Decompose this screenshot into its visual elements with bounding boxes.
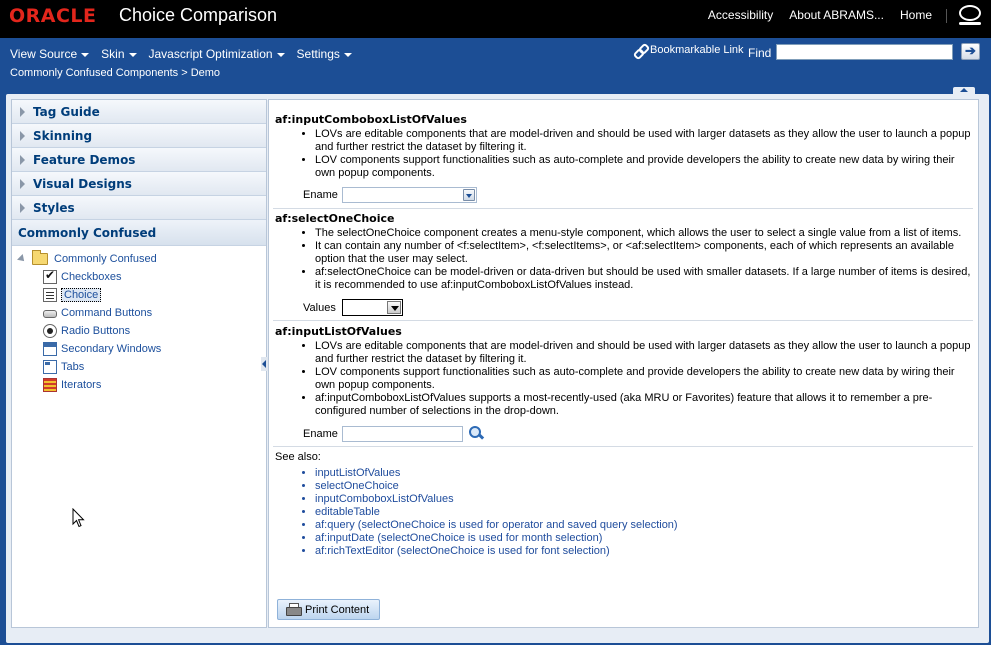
accordion-tag-guide-label: Tag Guide [33, 104, 100, 119]
bullet-item: • LOV components support functionalities such as auto-complete and provide developers the ability to create new data by wiring their own popup components. [315, 154, 973, 180]
see-also-link[interactable]: af:inputDate (selectOneChoice is used for month selection) [315, 532, 603, 544]
values-label: Values [303, 301, 336, 314]
dropdown-arrow-icon[interactable] [463, 189, 475, 201]
oracle-oval-icon[interactable] [959, 5, 981, 21]
printer-icon [286, 603, 301, 616]
demo-content-pane [268, 99, 979, 628]
menu-settings[interactable] [297, 47, 352, 61]
oracle-logo: ORACLE [9, 5, 97, 27]
section-divider [273, 208, 973, 209]
bookmarkable-link-label: Bookmarkable Link [650, 44, 744, 56]
section-divider [273, 320, 973, 321]
tree-item-label: Command Buttons [61, 307, 153, 319]
accordion-feature-demos[interactable] [12, 148, 266, 172]
bullet-item: • The selectOneChoice component creates a menu-style component, which allows the user to select a single value from a list of items. [315, 227, 973, 240]
dropdown-arrow-icon[interactable] [387, 301, 401, 314]
section-bullets [299, 227, 973, 292]
menu-javascript-optimization[interactable] [149, 47, 285, 61]
choice-icon [43, 288, 57, 302]
accordion-styles-label: Styles [33, 200, 75, 215]
chevron-right-icon [20, 155, 25, 165]
see-also-link[interactable]: selectOneChoice [315, 480, 399, 492]
see-also-links [299, 467, 973, 558]
accessibility-link[interactable]: Accessibility [707, 8, 774, 22]
section-title: af:inputComboboxListOfValues [275, 113, 467, 126]
global-links-divider [946, 9, 947, 23]
menu-list [10, 47, 364, 61]
breadcrumb-separator: > [181, 67, 188, 79]
pane-splitter-collapse[interactable] [261, 357, 268, 371]
tree-item-secondary-windows[interactable] [43, 340, 266, 358]
collapse-header-tab[interactable] [953, 87, 975, 94]
content-shell [6, 94, 989, 643]
secondary-window-icon [43, 342, 57, 356]
navigator-pane [11, 99, 267, 628]
accordion-skinning-label: Skinning [33, 128, 93, 143]
see-also-item [315, 532, 973, 545]
menu-skin[interactable] [101, 47, 136, 61]
find-go-button[interactable] [961, 43, 980, 60]
tree-item-command-buttons[interactable] [43, 304, 266, 322]
accordion-skinning[interactable] [12, 124, 266, 148]
print-content-label: Print Content [305, 603, 370, 616]
chevron-right-icon [20, 107, 25, 117]
see-also-item [315, 493, 973, 506]
tree-item-label: Checkboxes [61, 271, 122, 283]
breadcrumb [10, 67, 220, 79]
tree-root-commonly-confused[interactable] [16, 250, 266, 268]
accordion-styles[interactable] [12, 196, 266, 220]
section-input-combobox-lov [273, 113, 973, 203]
bookmarkable-link[interactable] [634, 44, 744, 56]
find-input[interactable] [776, 44, 953, 60]
chevron-down-icon [277, 53, 285, 57]
tree-item-radio-buttons[interactable] [43, 322, 266, 340]
bullet-item: • LOV components support functionalities such as auto-complete and provide developers the ability to create new data by wiring their own popup components. [315, 366, 973, 392]
chevron-right-icon [20, 131, 25, 141]
section-divider [273, 446, 973, 447]
section-input-lov [273, 325, 973, 443]
tree-item-choice[interactable] [43, 286, 266, 304]
tree-root-label: Commonly Confused [54, 253, 157, 265]
global-links [692, 0, 981, 38]
bullet-item: • It can contain any number of <f:selectItem>, <f:selectItems>, or <af:selectItem> components, each of which represents an available option that the user may select. [315, 240, 973, 266]
bullet-item: • af:inputComboboxListOfValues supports a most-recently-used (aka MRU or Favorites) feature that allows it to remember a pre-configured number of selections in the drop-down. [315, 392, 973, 418]
chevron-down-icon [344, 53, 352, 57]
tabs-icon [43, 360, 57, 374]
mouse-cursor-shape [72, 508, 86, 528]
tree-item-checkboxes[interactable] [43, 268, 266, 286]
see-also-item [315, 545, 973, 558]
menu-skin-label: Skin [101, 47, 125, 61]
link-chain-icon [634, 44, 646, 56]
arrow-right-icon: ➔ [965, 43, 976, 58]
see-also-item [315, 480, 973, 493]
tree-item-label: Choice [61, 288, 101, 302]
tree-item-tabs[interactable] [43, 358, 266, 376]
menu-view-source[interactable] [10, 47, 89, 61]
bullet-item: • af:selectOneChoice can be model-driven or data-driven but should be used with smaller datasets. If a large number of items is desired, it is recommended to use af:inputComboboxListOfValues instead. [315, 266, 973, 292]
radio-button-icon [43, 324, 57, 338]
values-select-row [303, 299, 973, 316]
menu-bar [0, 38, 991, 90]
find-label: Find [748, 46, 772, 60]
tree-item-label: Secondary Windows [61, 343, 162, 355]
ename-label: Ename [303, 428, 338, 440]
checkbox-icon [43, 270, 57, 284]
tree-item-label: Tabs [61, 361, 85, 373]
component-tree [12, 246, 266, 394]
ename-combobox[interactable] [342, 187, 477, 203]
section-title: af:inputListOfValues [275, 325, 402, 338]
ename-lov-row [303, 425, 973, 443]
chevron-down-icon [129, 53, 137, 57]
menu-javascript-optimization-label: Javascript Optimization [148, 47, 273, 61]
menu-settings-label: Settings [296, 47, 340, 61]
section-bullets [299, 340, 973, 418]
app-title: Choice Comparison [119, 5, 278, 25]
values-select[interactable] [342, 299, 403, 316]
see-also-link[interactable]: editableTable [315, 506, 380, 518]
ename-combobox-row [303, 187, 973, 203]
menu-view-source-label: View Source [10, 47, 78, 61]
accordion-tag-guide[interactable] [12, 100, 266, 124]
accordion-visual-designs-label: Visual Designs [33, 176, 132, 191]
see-also-link[interactable]: af:query (selectOneChoice is used for operator and saved query selection) [315, 519, 678, 531]
see-also-section [273, 451, 973, 558]
see-also-item [315, 506, 973, 519]
folder-icon [32, 253, 48, 265]
see-also-item [315, 467, 973, 480]
section-bullets [299, 128, 973, 180]
accordion-feature-demos-label: Feature Demos [33, 152, 136, 167]
chevron-right-icon [20, 179, 25, 189]
ename-label: Ename [303, 189, 338, 201]
accordion-commonly-confused[interactable] [12, 220, 266, 246]
accordion-visual-designs[interactable] [12, 172, 266, 196]
chevron-down-icon [81, 53, 89, 57]
bullet-item: • LOVs are editable components that are model-driven and should be used with larger datasets as they allow the user to launch a popup and further restrict the dataset by filtering it. [315, 128, 973, 154]
breadcrumb-parent[interactable]: Commonly Confused Components [10, 67, 179, 79]
bullet-item: • LOVs are editable components that are model-driven and should be used with larger datasets as they allow the user to launch a popup and further restrict the dataset by filtering it. [315, 340, 973, 366]
ename-lov-input[interactable] [342, 426, 463, 442]
see-also-link[interactable]: inputListOfValues [315, 467, 401, 479]
see-also-link[interactable]: af:richTextEditor (selectOneChoice is used for font selection) [315, 545, 610, 557]
breadcrumb-current: Demo [190, 67, 221, 79]
chevron-right-icon [20, 203, 25, 213]
see-also-label: See also: [275, 451, 321, 463]
branding-bar [0, 0, 991, 38]
tree-expanded-icon[interactable] [17, 254, 27, 264]
command-button-icon [43, 310, 57, 318]
home-link[interactable]: Home [899, 8, 932, 22]
section-title: af:selectOneChoice [275, 212, 395, 225]
accordion-commonly-confused-label: Commonly Confused [18, 225, 157, 240]
tree-item-label: Radio Buttons [61, 325, 131, 337]
see-also-item [315, 519, 973, 532]
about-link[interactable]: About ABRAMS... [789, 8, 884, 22]
section-select-one-choice [273, 212, 973, 316]
print-content-button[interactable] [277, 599, 380, 620]
iterator-icon [43, 378, 57, 392]
search-icon[interactable] [467, 425, 485, 443]
tree-item-iterators[interactable] [43, 376, 266, 394]
tree-item-label: Iterators [61, 379, 102, 391]
see-also-link[interactable]: inputComboboxListOfValues [315, 493, 454, 505]
